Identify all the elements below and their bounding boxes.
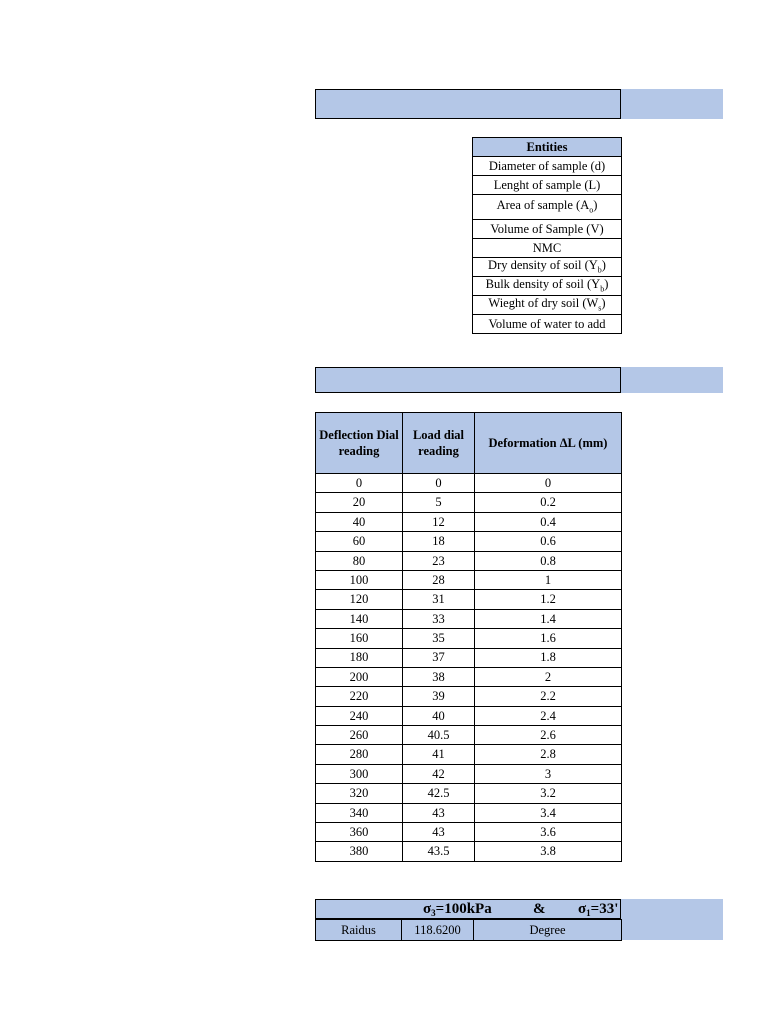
entities-table <box>472 137 622 334</box>
entity-row: Volume of Sample (V) <box>473 220 622 239</box>
deformation-cell: 1.2 <box>475 590 622 609</box>
load-cell: 12 <box>403 512 475 531</box>
entity-row: NMC <box>473 239 622 258</box>
deformation-cell: 3.8 <box>475 842 622 861</box>
deformation-cell: 2 <box>475 667 622 686</box>
radius-table <box>315 919 622 941</box>
deformation-cell: 1.6 <box>475 629 622 648</box>
load-cell: 31 <box>403 590 475 609</box>
table-row <box>316 474 622 493</box>
load-cell: 40 <box>403 706 475 725</box>
load-cell: 40.5 <box>403 726 475 745</box>
entity-row: Area of sample $(A_o)$ <box>473 195 622 220</box>
deflection-cell: 60 <box>316 532 403 551</box>
deflection-cell: 260 <box>316 726 403 745</box>
deflection-cell: 240 <box>316 706 403 725</box>
deformation-cell: 0 <box>475 474 622 493</box>
load-cell: 33 <box>403 609 475 628</box>
section-header-band-2 <box>315 367 723 393</box>
deflection-cell: 20 <box>316 493 403 512</box>
deflection-cell: 280 <box>316 745 403 764</box>
load-cell: 28 <box>403 570 475 589</box>
entity-row: Diameter of sample (d) <box>473 157 622 176</box>
deflection-cell: 0 <box>316 474 403 493</box>
load-cell: 35 <box>403 629 475 648</box>
load-cell: 43 <box>403 803 475 822</box>
table-row <box>316 764 622 783</box>
load-cell: 41 <box>403 745 475 764</box>
load-cell: 42 <box>403 764 475 783</box>
load-cell: 42.5 <box>403 784 475 803</box>
deflection-cell: 80 <box>316 551 403 570</box>
entity-row: Wieght of dry soil $(W_s)$ <box>473 296 622 315</box>
table-row <box>316 706 622 725</box>
deflection-cell: 160 <box>316 629 403 648</box>
deformation-cell: 3 <box>475 764 622 783</box>
deformation-cell: 2.4 <box>475 706 622 725</box>
table-row <box>316 667 622 686</box>
table-row <box>316 570 622 589</box>
ampersand: & <box>533 901 546 917</box>
radius-label: Raidus <box>316 920 402 941</box>
deflection-cell: 220 <box>316 687 403 706</box>
degree-label: Degree <box>474 920 622 941</box>
load-cell: 43 <box>403 823 475 842</box>
load-cell: 38 <box>403 667 475 686</box>
table-row <box>316 609 622 628</box>
deformation-cell: 0.6 <box>475 532 622 551</box>
load-cell: 5 <box>403 493 475 512</box>
section-header-band-1 <box>315 89 723 119</box>
load-cell: 37 <box>403 648 475 667</box>
deformation-cell: 2.8 <box>475 745 622 764</box>
table-row <box>316 803 622 822</box>
deformation-cell: 1 <box>475 570 622 589</box>
deflection-cell: 120 <box>316 590 403 609</box>
deflection-cell: 320 <box>316 784 403 803</box>
load-cell: 23 <box>403 551 475 570</box>
deflection-cell: 340 <box>316 803 403 822</box>
table-row <box>316 648 622 667</box>
header-deformation: Deformation ΔL (mm) <box>475 413 622 474</box>
sigma1-label: $\sigma_1=33'$ <box>578 901 619 918</box>
deformation-cell: 1.4 <box>475 609 622 628</box>
table-row <box>316 532 622 551</box>
load-cell: 18 <box>403 532 475 551</box>
deflection-cell: 380 <box>316 842 403 861</box>
deformation-cell: 3.2 <box>475 784 622 803</box>
sigma3-label: $\sigma_3=100kPa$ <box>423 901 492 918</box>
deformation-cell: 2.2 <box>475 687 622 706</box>
load-cell: 0 <box>403 474 475 493</box>
stress-heading <box>315 899 723 919</box>
load-cell: 39 <box>403 687 475 706</box>
table-row <box>316 823 622 842</box>
radius-value: 118.6200 <box>402 920 474 941</box>
readings-table <box>315 412 622 862</box>
load-cell: 43.5 <box>403 842 475 861</box>
deflection-cell: 40 <box>316 512 403 531</box>
header-load: Load dial reading <box>403 413 475 474</box>
header-deflection: Deflection Dial reading <box>316 413 403 474</box>
table-row <box>316 784 622 803</box>
table-row <box>316 551 622 570</box>
table-row <box>316 842 622 861</box>
deflection-cell: 100 <box>316 570 403 589</box>
table-row <box>316 687 622 706</box>
entity-row: Bulk density of soil $(\Upsilon_b)$ <box>473 277 622 296</box>
deflection-cell: 300 <box>316 764 403 783</box>
entity-row: Dry density of soil $(\Upsilon_b)$ <box>473 258 622 277</box>
table-row <box>316 629 622 648</box>
deformation-cell: 3.4 <box>475 803 622 822</box>
deflection-cell: 360 <box>316 823 403 842</box>
deformation-cell: 1.8 <box>475 648 622 667</box>
deformation-cell: 0.2 <box>475 493 622 512</box>
entity-row: Lenght of sample (L) <box>473 176 622 195</box>
table-row <box>316 493 622 512</box>
table-row <box>316 745 622 764</box>
deformation-cell: 3.6 <box>475 823 622 842</box>
table-row <box>316 590 622 609</box>
deformation-cell: 2.6 <box>475 726 622 745</box>
deflection-cell: 140 <box>316 609 403 628</box>
deformation-cell: 0.8 <box>475 551 622 570</box>
entity-row: Volume of water to add <box>473 315 622 334</box>
deformation-cell: 0.4 <box>475 512 622 531</box>
table-row <box>316 512 622 531</box>
deflection-cell: 200 <box>316 667 403 686</box>
table-row <box>316 726 622 745</box>
entities-header: Entities <box>473 138 622 157</box>
deflection-cell: 180 <box>316 648 403 667</box>
